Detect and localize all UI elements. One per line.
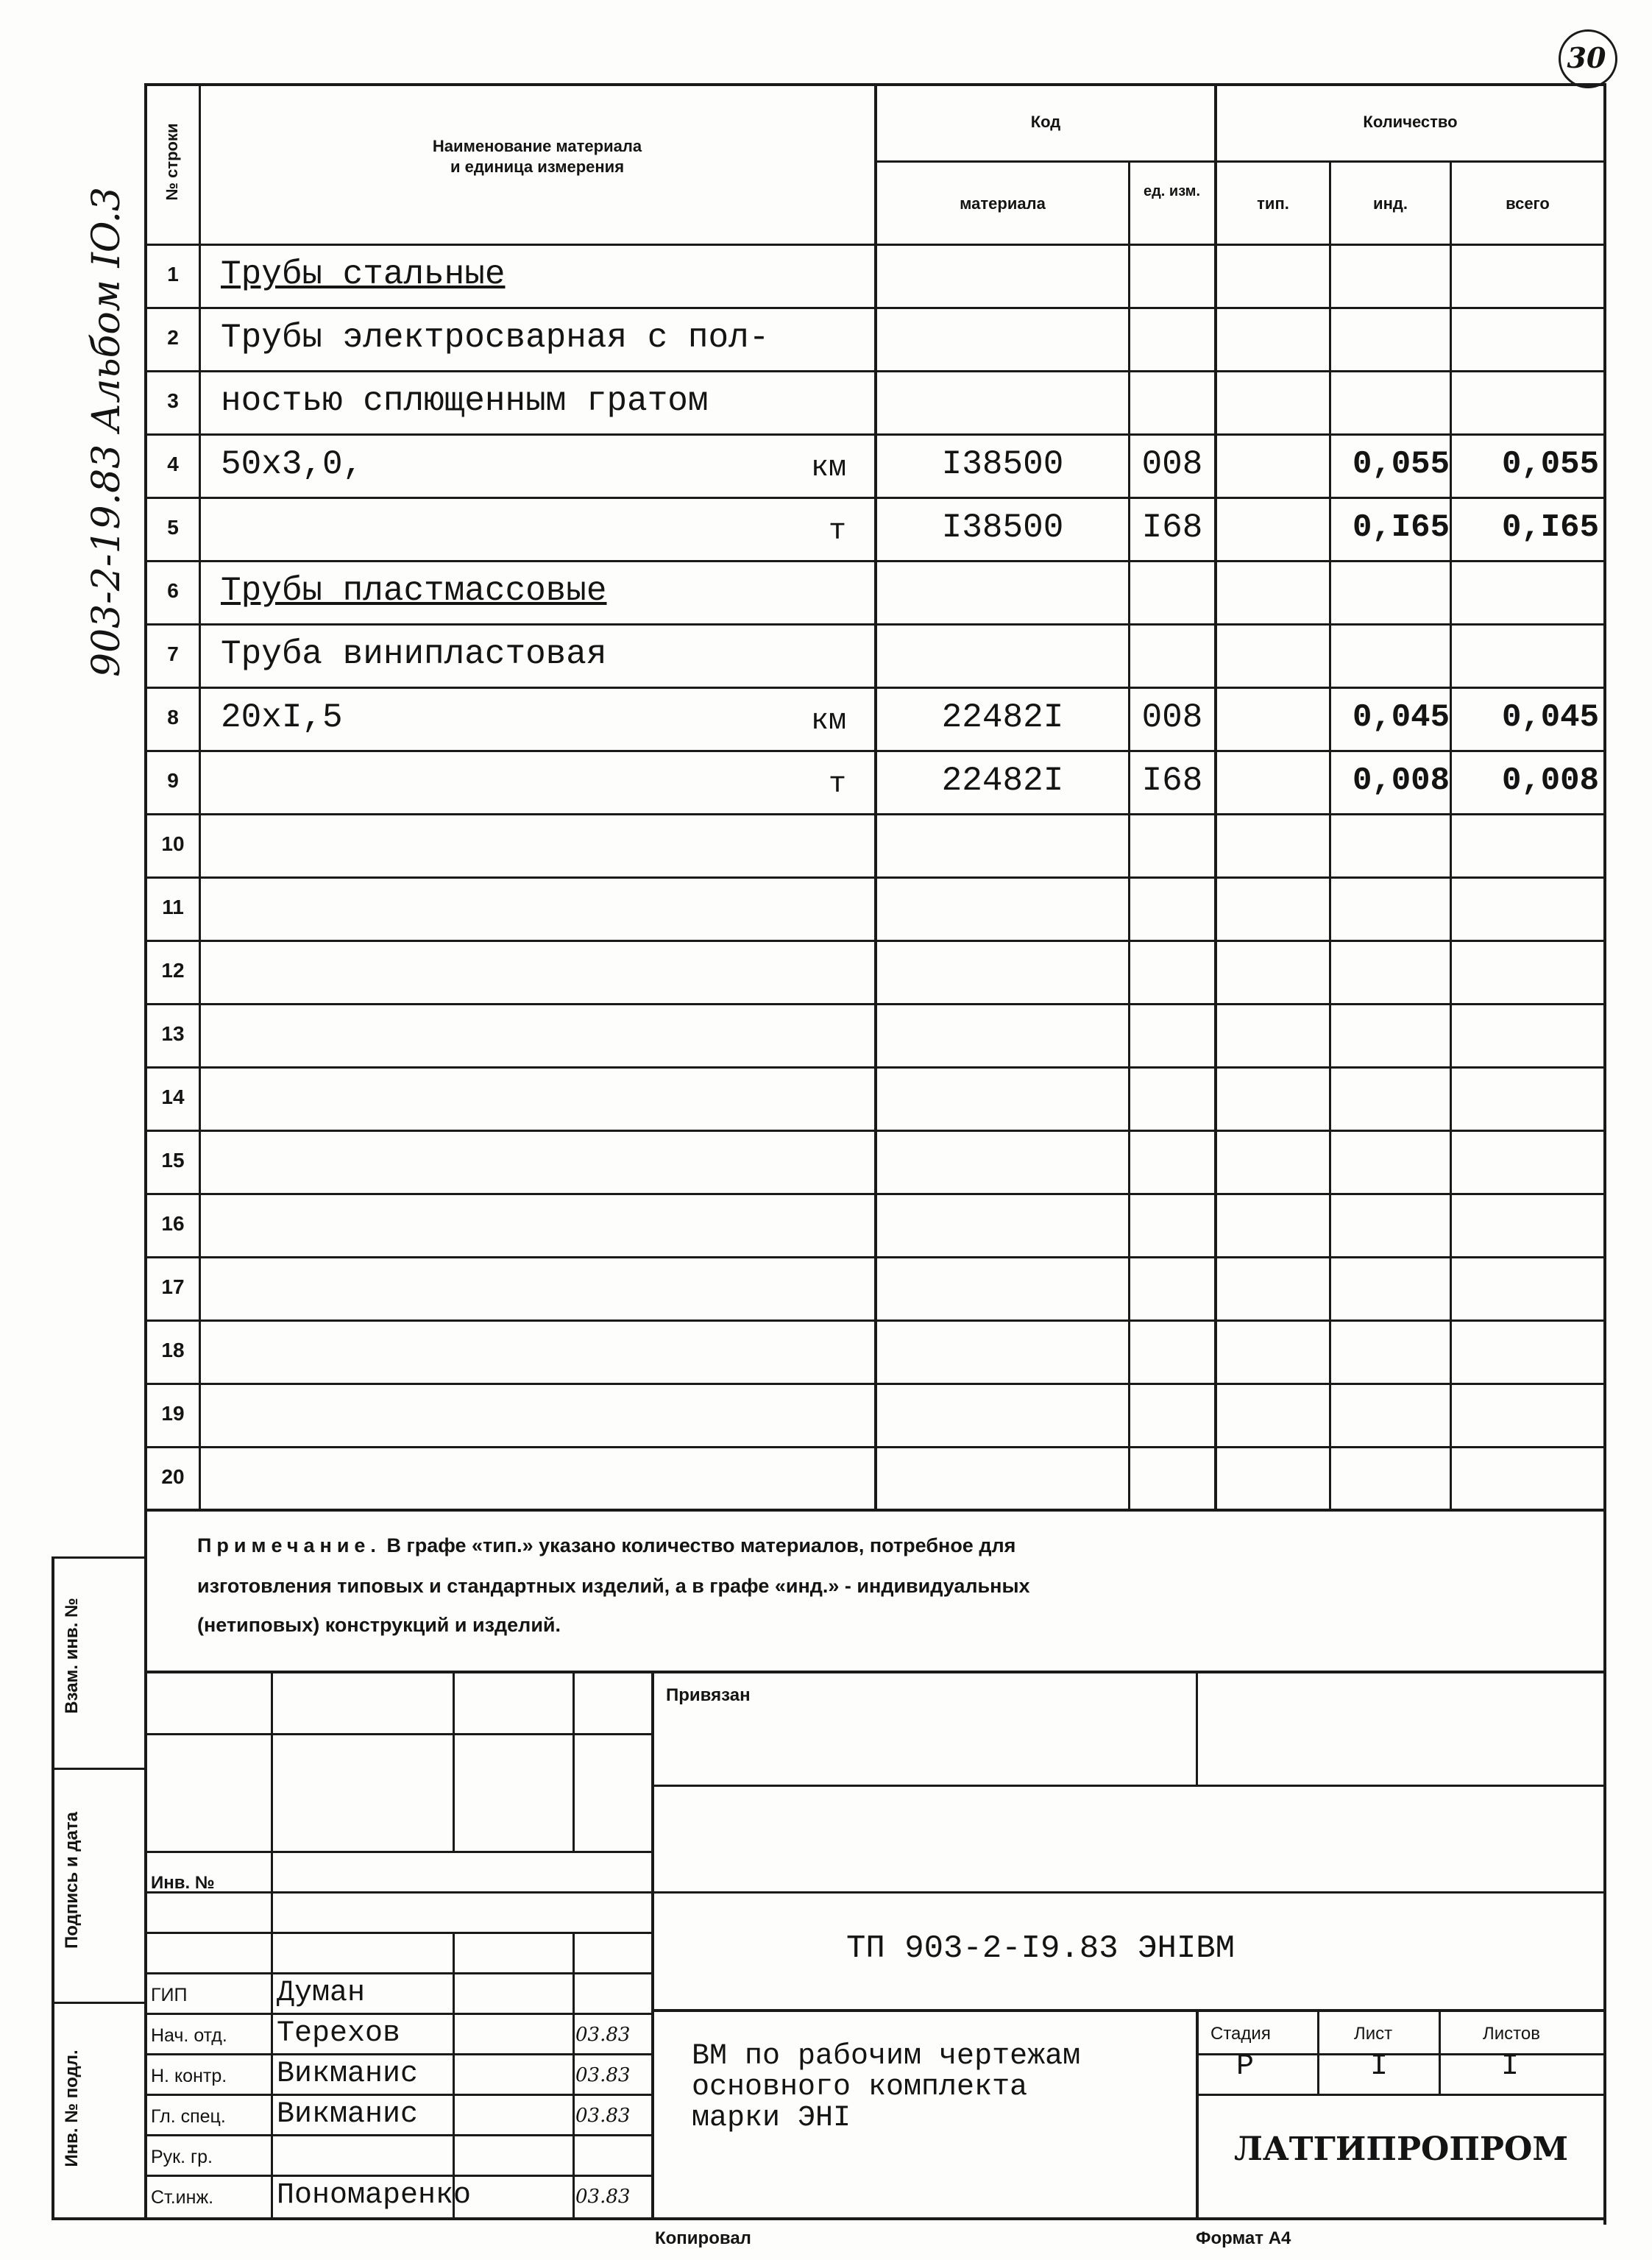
sheets-label: Листов xyxy=(1483,2024,1540,2044)
role-label: Рук. гр. xyxy=(151,2147,213,2167)
header-code-material: материала xyxy=(960,194,1046,213)
stage-label: Стадия xyxy=(1210,2024,1271,2044)
sheet-value: I xyxy=(1370,2050,1389,2083)
row-number: 4 xyxy=(167,453,179,475)
header-code-unit: ед. изм. xyxy=(1143,183,1201,199)
row-number: 6 xyxy=(167,579,179,602)
header-name: Наименование материала и единица измерения xyxy=(432,137,642,176)
role-label: Н. контр. xyxy=(151,2066,227,2086)
header-qty-ind: инд. xyxy=(1373,194,1408,213)
role-label: Ст.инж. xyxy=(151,2187,214,2208)
row-number: 18 xyxy=(161,1339,185,1361)
material-name: 20хI,5 xyxy=(221,698,343,737)
person-name: Терехов xyxy=(277,2017,401,2050)
doc-title-line3: марки ЭНI xyxy=(692,2102,851,2135)
row-number: 17 xyxy=(161,1275,185,1298)
row-number: 2 xyxy=(167,326,179,349)
material-unit: т xyxy=(828,768,846,801)
material-unit: км xyxy=(810,452,846,485)
material-name: Трубы стальные xyxy=(221,255,506,294)
material-name: ностью сплющенным гратом xyxy=(221,382,709,420)
side-label-vzam: Взам. инв. № xyxy=(62,1598,82,1714)
row-number: 7 xyxy=(167,642,179,665)
inv-no-label: Инв. № xyxy=(151,1873,215,1893)
note-line3: (нетиповых) конструкций и изделий. xyxy=(197,1614,561,1636)
footer-format: Формат А4 xyxy=(1196,2228,1291,2248)
unit-code: I68 xyxy=(1141,509,1203,547)
material-code: I38500 xyxy=(941,509,1064,547)
qty-ind: 0,008 xyxy=(1352,762,1450,799)
unit-code: 008 xyxy=(1141,445,1203,483)
org-name: ЛАТГИПРОПРОМ xyxy=(1233,2130,1569,2168)
row-number: 1 xyxy=(167,263,179,286)
role-label: ГИП xyxy=(151,1985,188,2005)
row-number: 5 xyxy=(167,516,179,539)
header-code: Код xyxy=(1030,113,1061,131)
row-number: 16 xyxy=(161,1212,185,1235)
row-number: 11 xyxy=(162,896,184,918)
qty-ind: 0,055 xyxy=(1352,446,1450,483)
role-label: Гл. спец. xyxy=(151,2106,226,2127)
material-name: Трубы электросварная с пол- xyxy=(221,319,770,357)
sign-date: 03.83 xyxy=(575,2064,631,2086)
row-number: 10 xyxy=(161,832,185,855)
header-qty-total: всего xyxy=(1506,194,1550,213)
note-label: Примечание. xyxy=(197,1534,381,1556)
header-qty-typ: тип. xyxy=(1257,194,1289,213)
qty-total: 0,055 xyxy=(1501,446,1599,483)
sheets-value: I xyxy=(1501,2050,1520,2083)
unit-code: 008 xyxy=(1141,698,1203,737)
role-label: Нач. отд. xyxy=(151,2025,227,2046)
qty-ind: 0,045 xyxy=(1352,699,1450,736)
person-name: Думан xyxy=(277,1977,366,2010)
person-name: Викманис xyxy=(277,2058,419,2091)
unit-code: I68 xyxy=(1141,762,1203,800)
note-line2: изготовления типовых и стандартных изделий, а в графе «инд.» - индивидуальных xyxy=(197,1575,1030,1597)
material-name: 50х3,0, xyxy=(221,445,364,483)
doc-title-line2: основного комплекта xyxy=(692,2071,1028,2104)
material-code: I38500 xyxy=(941,445,1064,483)
header-quantity: Количество xyxy=(1363,113,1458,131)
person-name: Пономаренко xyxy=(277,2179,472,2212)
sign-date: 03.83 xyxy=(575,2105,631,2127)
privyazan-label: Привязан xyxy=(666,1685,751,1705)
row-number: 19 xyxy=(161,1402,185,1425)
material-code: 22482I xyxy=(941,762,1064,800)
row-number: 13 xyxy=(161,1022,185,1045)
qty-ind: 0,I65 xyxy=(1352,509,1450,546)
side-label-inv: Инв. № подл. xyxy=(62,2050,82,2167)
row-number: 15 xyxy=(161,1149,185,1172)
material-unit: км xyxy=(810,705,846,738)
sign-date: 03.83 xyxy=(575,2024,631,2046)
doc-title-line1: ВМ по рабочим чертежам xyxy=(692,2040,1081,2073)
row-number: 8 xyxy=(167,706,179,729)
material-unit: т xyxy=(828,515,846,548)
header-row-no: № строки xyxy=(163,123,181,201)
note-line1: В графе «тип.» указано количество материалов, потребное для xyxy=(386,1534,1016,1556)
stage-value: Р xyxy=(1236,2050,1255,2083)
person-name: Викманис xyxy=(277,2098,419,2131)
qty-total: 0,008 xyxy=(1501,762,1599,799)
footer-copied: Копировал xyxy=(655,2228,751,2248)
row-number: 3 xyxy=(167,389,179,412)
sheet-label: Лист xyxy=(1354,2024,1393,2044)
page-number: 30 xyxy=(1567,41,1606,74)
material-code: 22482I xyxy=(941,698,1064,737)
album-code: 903-2-19.83 Альбом IO.3 xyxy=(85,186,129,677)
side-label-podp: Подпись и дата xyxy=(62,1812,82,1949)
doc-code: ТП 903-2-I9.83 ЭНIВМ xyxy=(846,1930,1236,1967)
material-name: Труба винипластовая xyxy=(221,635,607,673)
sign-date: 03.83 xyxy=(575,2186,631,2208)
material-name: Трубы пластмассовые xyxy=(221,572,607,610)
row-number: 12 xyxy=(161,959,185,982)
row-number: 20 xyxy=(161,1465,185,1488)
row-number: 9 xyxy=(167,769,179,792)
qty-total: 0,I65 xyxy=(1501,509,1599,546)
qty-total: 0,045 xyxy=(1501,699,1599,736)
row-number: 14 xyxy=(161,1085,185,1108)
